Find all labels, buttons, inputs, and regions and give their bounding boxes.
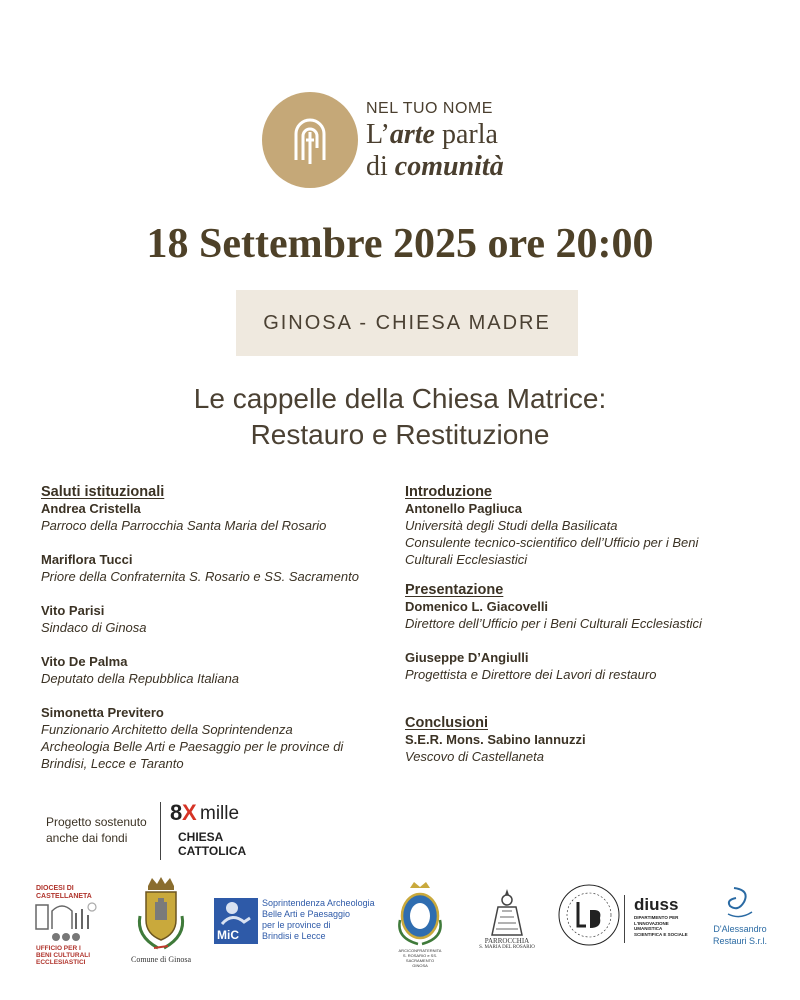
speaker-entry bbox=[41, 551, 421, 585]
speaker-role: Deputato della Repubblica Italiana bbox=[41, 671, 240, 686]
cc-line-1: CHIESA bbox=[178, 830, 224, 844]
speaker-entry bbox=[405, 649, 775, 683]
mic-mark-text: MiC bbox=[217, 928, 239, 942]
brand-line-3: di comunità bbox=[366, 151, 504, 182]
speaker-entry bbox=[41, 500, 421, 534]
speaker-name: Simonetta Previtero bbox=[41, 705, 164, 720]
comune-caption: Comune di Ginosa bbox=[131, 955, 191, 964]
speaker-entry bbox=[41, 653, 421, 687]
diuss-line-3: UMANISTICA bbox=[634, 926, 663, 931]
sponsor-line-1: Progetto sostenuto bbox=[46, 815, 147, 829]
speaker-name: Vito Parisi bbox=[41, 603, 105, 618]
ufficio-line-1: UFFICIO PER I bbox=[36, 945, 81, 952]
speaker-role-line: Funzionario Architetto della Soprintendenza bbox=[41, 722, 293, 737]
crest-icon bbox=[394, 880, 446, 946]
confraternita-caption bbox=[390, 948, 450, 968]
mic-text bbox=[262, 898, 375, 942]
sponsor-divider bbox=[160, 802, 161, 860]
mic-line-4: Brindisi e Lecce bbox=[262, 931, 326, 941]
speaker-role: Progettista e Direttore dei Lavori di restauro bbox=[405, 667, 657, 682]
diocesi-line-2: CASTELLANETA bbox=[36, 893, 92, 900]
madonna-icon bbox=[476, 887, 538, 937]
chiesa-cattolica-text bbox=[178, 830, 246, 858]
section-heading-conclusioni: Conclusioni bbox=[405, 715, 488, 731]
mic-soprintendenza-logo bbox=[214, 898, 380, 948]
speaker-role-line: Culturali Ecclesiastici bbox=[405, 552, 528, 567]
speaker-entry bbox=[405, 500, 775, 568]
diocesi-line-1: DIOCESI DI bbox=[36, 885, 74, 892]
mic-mark bbox=[214, 898, 258, 944]
program-right-column bbox=[405, 484, 775, 782]
diuss-name: diuss bbox=[634, 895, 679, 914]
diuss-line-2: L'INNOVAZIONE bbox=[634, 920, 669, 926]
speaker-role-line: Brindisi, Lecce e Taranto bbox=[41, 756, 184, 771]
parrocchia-caption bbox=[472, 937, 542, 950]
ufficio-line-2: BENI CULTURALI bbox=[36, 952, 91, 959]
diocesi-castellaneta-logo bbox=[34, 883, 98, 966]
coat-of-arms-icon bbox=[128, 876, 194, 954]
dalessandro-restauri-logo bbox=[710, 884, 770, 954]
diuss-line-4: SCIENTIFICA E SOCIALE bbox=[634, 931, 688, 937]
speaker-name: Vito De Palma bbox=[41, 654, 128, 669]
speaker-entry bbox=[405, 731, 775, 765]
event-place: GINOSA - CHIESA MADRE bbox=[236, 290, 578, 356]
cc-line-2: CATTOLICA bbox=[178, 844, 247, 858]
section-heading-saluti: Saluti istituzionali bbox=[41, 484, 165, 500]
speaker-role-line: Università degli Studi della Basilicata bbox=[405, 518, 618, 533]
sponsor-line-2: anche dai fondi bbox=[46, 831, 128, 845]
mic-line-3: per le province di bbox=[262, 920, 331, 930]
dal-line-1: D'Alessandro bbox=[713, 924, 767, 934]
mic-line-1: Soprintendenza Archeologia bbox=[262, 898, 375, 908]
brand-tagline: NEL TUO NOME bbox=[366, 100, 493, 117]
event-title bbox=[0, 381, 800, 453]
ufficio-line-3: ECCLESIASTICI bbox=[36, 959, 86, 966]
speaker-entry bbox=[405, 598, 775, 632]
speaker-role: Vescovo di Castellaneta bbox=[405, 749, 544, 764]
conf-line-2: S. ROSARIO e SS. SACRAMENTO bbox=[402, 953, 438, 963]
speaker-role: Parroco della Parrocchia Santa Maria del Rosario bbox=[41, 518, 327, 533]
diuss-divider bbox=[624, 895, 625, 943]
speaker-name: Mariflora Tucci bbox=[41, 552, 133, 567]
sponsor-text bbox=[46, 814, 147, 846]
confraternita-logo bbox=[394, 880, 446, 968]
diuss-subtitle bbox=[634, 915, 688, 937]
conf-line-1: ARCICONFRATERNITA bbox=[398, 948, 442, 953]
otto-mille-text: mille bbox=[200, 803, 240, 824]
speaker-name: Antonello Pagliuca bbox=[405, 501, 523, 516]
speaker-name: Giuseppe D’Angiulli bbox=[405, 650, 529, 665]
event-title-line-1: Le cappelle della Chiesa Matrice: bbox=[193, 383, 607, 414]
speaker-entry bbox=[41, 602, 421, 636]
event-title-line-2: Restauro e Restituzione bbox=[250, 419, 550, 450]
diuss-line-1: DIPARTIMENTO PER bbox=[634, 915, 679, 920]
unibas-logo bbox=[556, 882, 622, 948]
mic-line-2: Belle Arti e Paesaggio bbox=[262, 909, 351, 919]
speaker-role: Direttore dell’Ufficio per i Beni Culturali Ecclesiastici bbox=[405, 616, 702, 631]
otto-x-mark: X bbox=[182, 800, 197, 825]
speaker-name: Andrea Cristella bbox=[41, 501, 141, 516]
speaker-role: Priore della Confraternita S. Rosario e SS. Sacramento bbox=[41, 569, 359, 584]
speaker-role-line: Archeologia Belle Arti e Paesaggio per le province di bbox=[41, 739, 344, 754]
speaker-name: S.E.R. Mons. Sabino Iannuzzi bbox=[405, 732, 586, 747]
speaker-entry bbox=[41, 704, 421, 772]
spiral-icon bbox=[710, 884, 770, 922]
speaker-name: Domenico L. Giacovelli bbox=[405, 599, 549, 614]
program-left-column bbox=[41, 484, 421, 789]
diuss-logo bbox=[624, 895, 700, 945]
section-heading-introduzione: Introduzione bbox=[405, 484, 492, 500]
section-heading-presentazione: Presentazione bbox=[405, 582, 504, 598]
brand-logo bbox=[262, 92, 562, 192]
diocesi-emblem-icon bbox=[34, 901, 98, 945]
parrocchia-logo bbox=[476, 887, 538, 957]
otto-per-mille-logo bbox=[170, 800, 250, 860]
speaker-role-line: Consulente tecnico-scientifico dell’Ufficio per i Beni bbox=[405, 535, 699, 550]
arch-monogram-icon bbox=[262, 92, 358, 188]
dal-line-2: Restauri S.r.l. bbox=[712, 936, 768, 946]
mic-figure-icon bbox=[214, 898, 258, 928]
comune-ginosa-logo bbox=[128, 876, 194, 966]
parr-line-2: S. MARIA DEL ROSARIO bbox=[479, 945, 535, 950]
brand-line-2: L’arte parla bbox=[366, 119, 498, 150]
conf-line-3: GINOSA bbox=[412, 963, 428, 968]
university-seal-icon bbox=[556, 882, 622, 948]
event-date: 18 Settembre 2025 ore 20:00 bbox=[146, 221, 654, 267]
parr-line-1: PARROCCHIA bbox=[484, 937, 530, 945]
speaker-role: Sindaco di Ginosa bbox=[41, 620, 147, 635]
otto-number: 8 bbox=[170, 800, 183, 825]
